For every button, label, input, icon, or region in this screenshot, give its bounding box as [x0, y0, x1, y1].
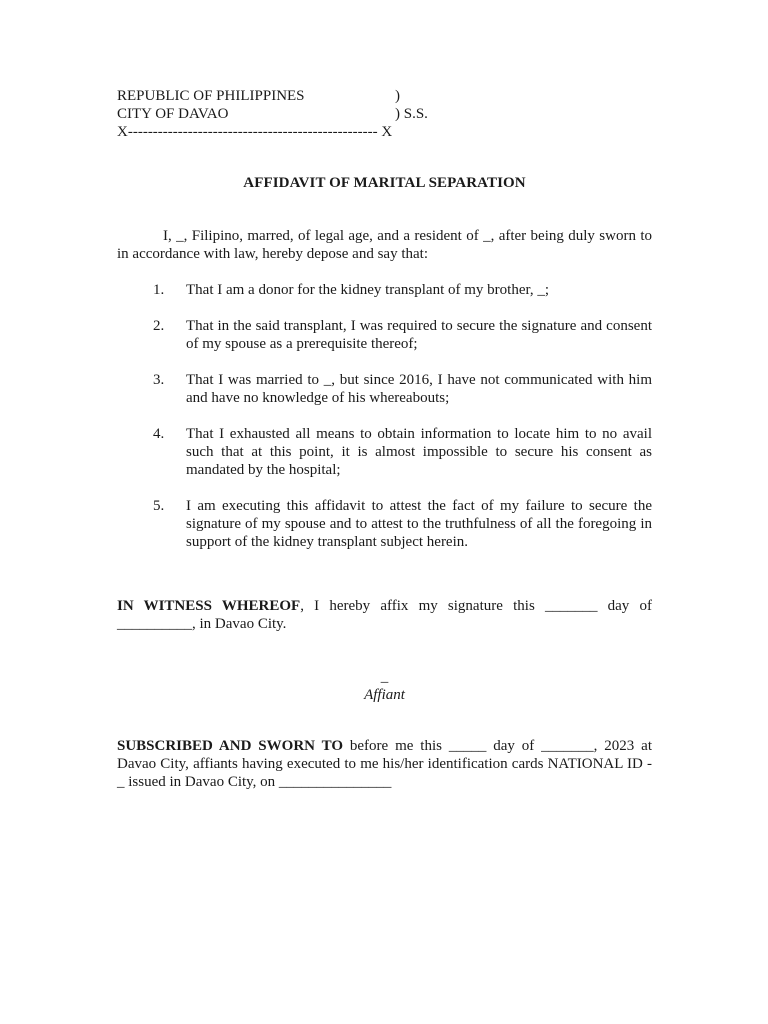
item-number: 5. [153, 498, 165, 514]
venue-line-city [117, 105, 437, 123]
list-item [117, 371, 652, 407]
item-number: 1. [153, 282, 165, 298]
item-text: That I was married to _, but since 2016, I have not communicated with him and have no knowledge of his whereabouts; [186, 372, 652, 406]
list-item [117, 317, 652, 353]
jurat-paragraph [117, 737, 652, 791]
affiant-label: Affiant [364, 687, 405, 703]
item-text: That in the said transplant, I was required to secure the signature and consent of my spouse as a prerequisite thereof; [186, 318, 652, 352]
deposition-list [117, 281, 652, 569]
item-number: 3. [153, 372, 165, 388]
item-text: That I am a donor for the kidney transplant of my brother, _; [186, 282, 550, 298]
witness-text: , I hereby affix my signature this _______ day of __________, in Davao City. [117, 598, 652, 632]
document-title: AFFIDAVIT OF MARITAL SEPARATION [243, 175, 526, 191]
item-number: 2. [153, 318, 165, 334]
intro-paragraph: I, _, Filipino, marred, of legal age, and a resident of _, after being duly sworn to in accordance with law, hereby depose and say that: [117, 228, 652, 262]
affiant-signature-block [117, 668, 652, 704]
witness-paragraph [117, 597, 652, 633]
jurat-lead: SUBSCRIBED AND SWORN TO [117, 738, 343, 754]
jurat-text: before me this _____ day of _______, 2023 at Davao City, affiants having executed to me his/her identification cards NATIONAL ID - _ issued in Davao City, on _______________ [117, 738, 653, 790]
venue-block [117, 87, 437, 141]
list-item [117, 497, 652, 551]
venue-paren-ss: ) S.S. [395, 106, 428, 122]
item-text: I am executing this affidavit to attest the fact of my failure to secure the signature of my spouse and to attest to the truthfulness of all the foregoing in support of the kidney transplant subject herein. [186, 498, 652, 550]
venue-city: CITY OF DAVAO [117, 106, 229, 122]
venue-separator: X-------------------------------------------------- X [117, 124, 393, 140]
venue-republic: REPUBLIC OF PHILIPPINES [117, 88, 305, 104]
affiant-name-blank: _ [380, 669, 389, 685]
item-text: That I exhausted all means to obtain information to locate him to no avail such that at this point, it is almost impossible to secure his consent as mandated by the hospital; [186, 426, 652, 478]
list-item [117, 281, 652, 299]
item-number: 4. [153, 426, 165, 442]
venue-paren-1: ) [395, 88, 400, 104]
witness-lead: IN WITNESS WHEREOF [117, 598, 301, 614]
list-item [117, 425, 652, 479]
venue-line-republic [117, 87, 437, 105]
